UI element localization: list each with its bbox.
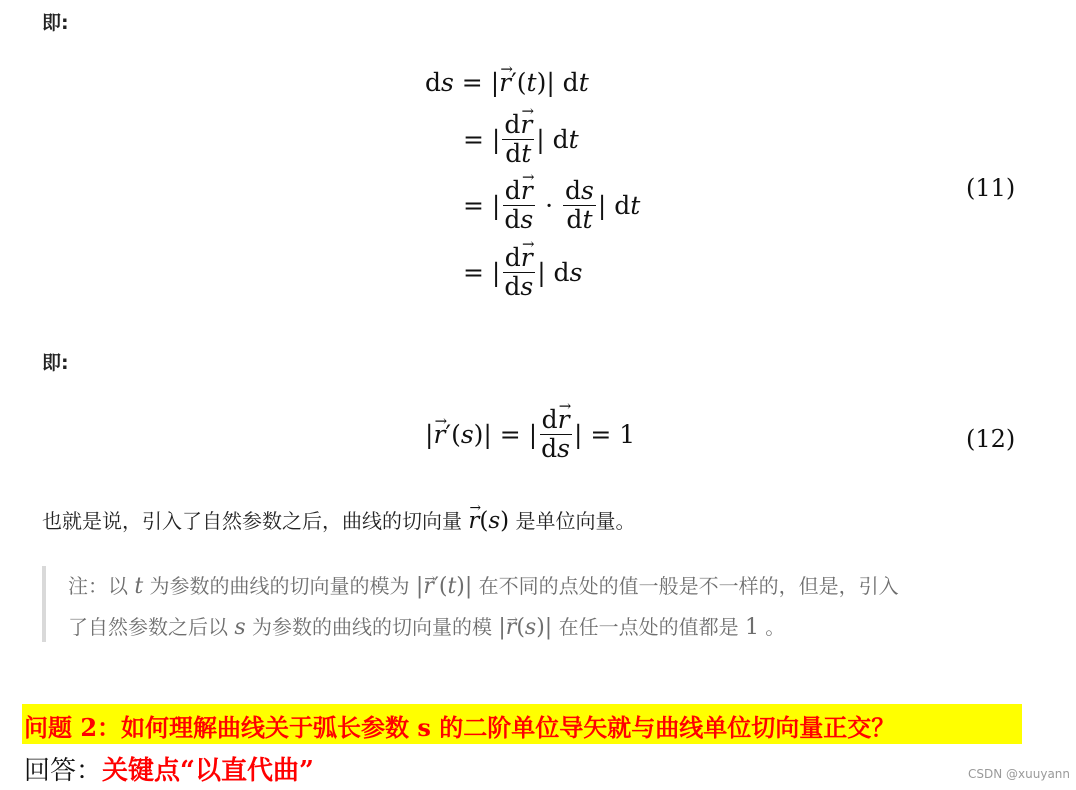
note-block	[68, 566, 899, 648]
intro-label-1: 即:	[42, 12, 69, 34]
conclusion-text: 也就是说，引入了自然参数之后，曲线的切向量 → r(s) 是单位向量。	[42, 505, 636, 534]
conclusion-after: 是单位向量。	[509, 509, 636, 533]
note-line-1: 注：以 t 为参数的曲线的切向量的模为 |→ r′(t)| 在不同的点处的值一般是不一样的，但是，引入	[68, 566, 899, 607]
intro-label-2: 即:	[42, 352, 69, 374]
answer-text: 关键点“以直代曲”	[102, 756, 314, 786]
eq11-line-2: = | $\frac{d\to r}{dt}$ | dt	[463, 112, 579, 168]
conclusion-before: 也就是说，引入了自然参数之后，曲线的切向量	[42, 509, 469, 533]
eq11-line-3: = | $\frac{d\to r}{ds}$ · $\frac{ds}{dt}$ | dt	[463, 178, 640, 234]
eq11-number: (11)	[966, 174, 1016, 202]
csdn-watermark: CSDN @xuuyann	[968, 767, 1071, 781]
eq12-expression: |→ r′(s)| = | $\frac{d\to r}{ds}$ | = 1	[425, 407, 635, 463]
question-2: 问题 2：如何理解曲线关于弧长参数 s 的二阶单位导矢就与曲线单位切向量正交？	[24, 713, 896, 742]
note-line-2: 了自然参数之后以 s 为参数的曲线的切向量的模 |→ r(s)| 在任一点处的值都是 1 。	[68, 607, 899, 648]
eq12-number: (12)	[966, 425, 1016, 453]
eq11-line-1: ds = |→ r′(t)| dt	[425, 68, 589, 97]
note-quote-bar	[42, 566, 46, 642]
eq11-line-4: = | $\frac{d\to r}{ds}$ | ds	[463, 245, 582, 301]
answer-line	[24, 750, 314, 787]
answer-label: 回答：	[24, 756, 103, 786]
